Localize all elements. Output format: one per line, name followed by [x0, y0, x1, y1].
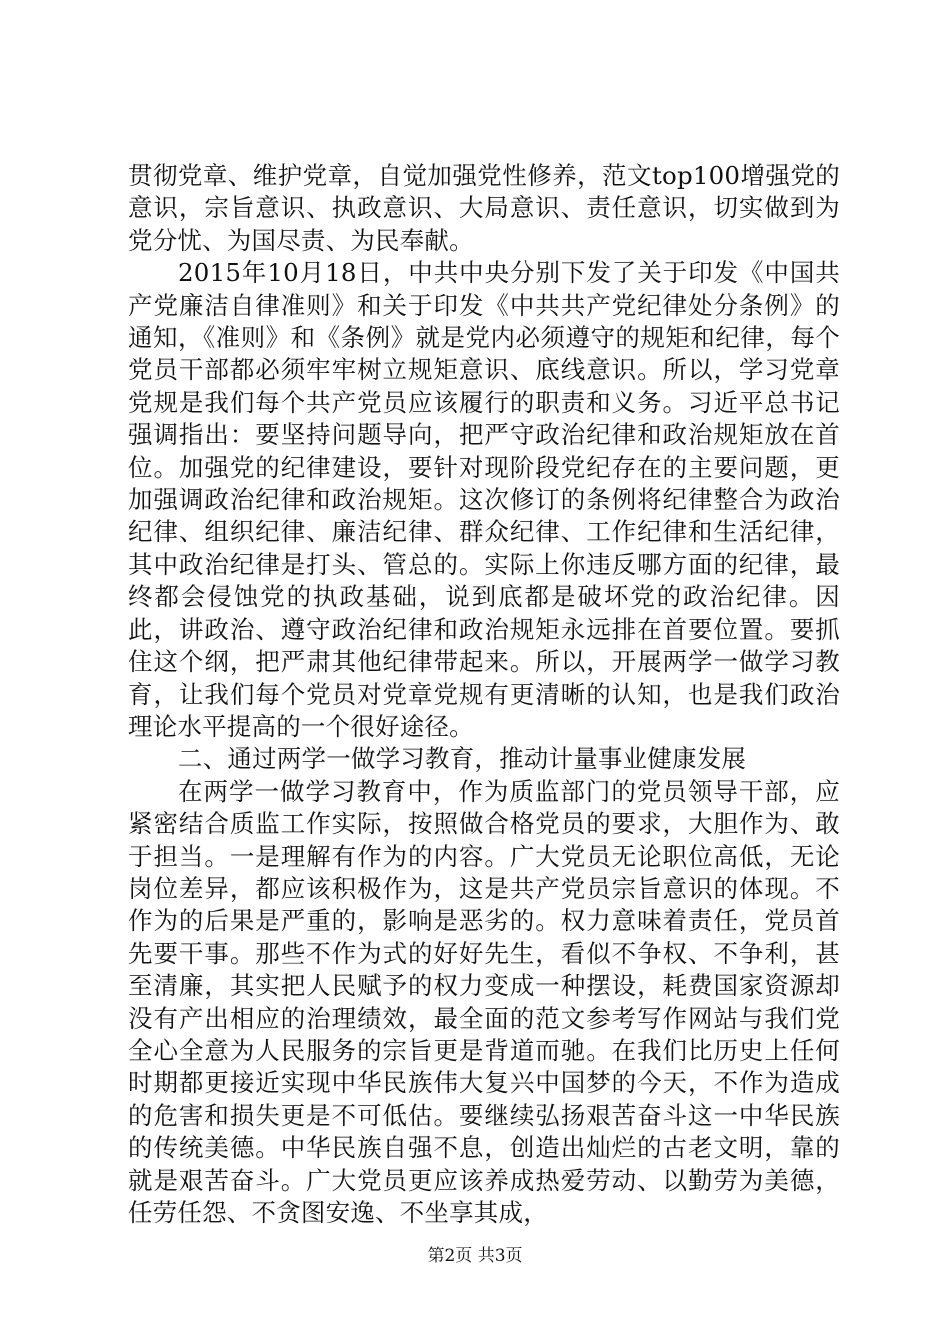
document-body	[128, 160, 840, 1229]
paragraph-continuation: 贯彻党章、维护党章，自觉加强党性修养，范文top100增强党的意识，宗旨意识、执政意识、大局意识、责任意识，切实做到为党分忧、为国尽责、为民奉献。	[128, 161, 840, 255]
section-heading: 二、通过两学一做学习教育，推动计量事业健康发展	[178, 744, 747, 774]
paragraph-responsibility: 在两学一做学习教育中，作为质监部门的党员领导干部，应紧密结合质监工作实际，按照做合格党员的要求，大胆作为、敢于担当。一是理解有作为的内容。广大党员无论职位高低，无论岗位差异，都应该积极作为，这是共产党员宗旨意识的体现。不作为的后果是严重的，影响是恶劣的。权力意味着责任，党员首先要干事。那些不作为式的好好先生，看似不争权、不争利，甚至清廉，其实把人民赋予的权力变成一种摆设，耗费国家资源却没有产出相应的治理绩效，最全面的范文参考写作网站与我们党全心全意为人民服务的宗旨更是背道而驰。在我们比历史上任何时期都更接近实现中华民族伟大复兴中国梦的今天，不作为造成的危害和损失更是不可低估。要继续弘扬艰苦奋斗这一中华民族的传统美德。中华民族自强不息，创造出灿烂的古老文明，靠的就是艰苦奋斗。广大党员更应该养成热爱劳动、以勤劳为美德，任劳任怨、不贪图安逸、不坐享其成，	[128, 776, 840, 1227]
page-footer: 第2页 共3页	[427, 1246, 523, 1266]
paragraph-party-discipline: 2015年10月18日，中共中央分别下发了关于印发《中国共产党廉洁自律准则》和关于印发《中共共产党纪律处分条例》的通知，《准则》和《条例》就是党内必须遵守的规矩和纪律，每个党员干部都必须牢牢树立规矩意识、底线意识。所以，学习党章党规是我们每个共产党员应该履行的职责和义务。习近平总书记强调指出：要坚持问题导向，把严守政治纪律和政治规矩放在首位。加强党的纪律建设，要针对现阶段党纪存在的主要问题，更加强调政治纪律和政治规矩。这次修订的条例将纪律整合为政治纪律、组织纪律、廉洁纪律、群众纪律、工作纪律和生活纪律，其中政治纪律是打头、管总的。实际上你违反哪方面的纪律，最终都会侵蚀党的执政基础，说到底都是破坏党的政治纪律。因此，讲政治、遵守政治纪律和政治规矩永远排在首要位置。要抓住这个纲，把严肃其他纪律带起来。所以，开展两学一做学习教育，让我们每个党员对党章党规有更清晰的认知，也是我们政治理论水平提高的一个很好途径。	[128, 258, 840, 741]
